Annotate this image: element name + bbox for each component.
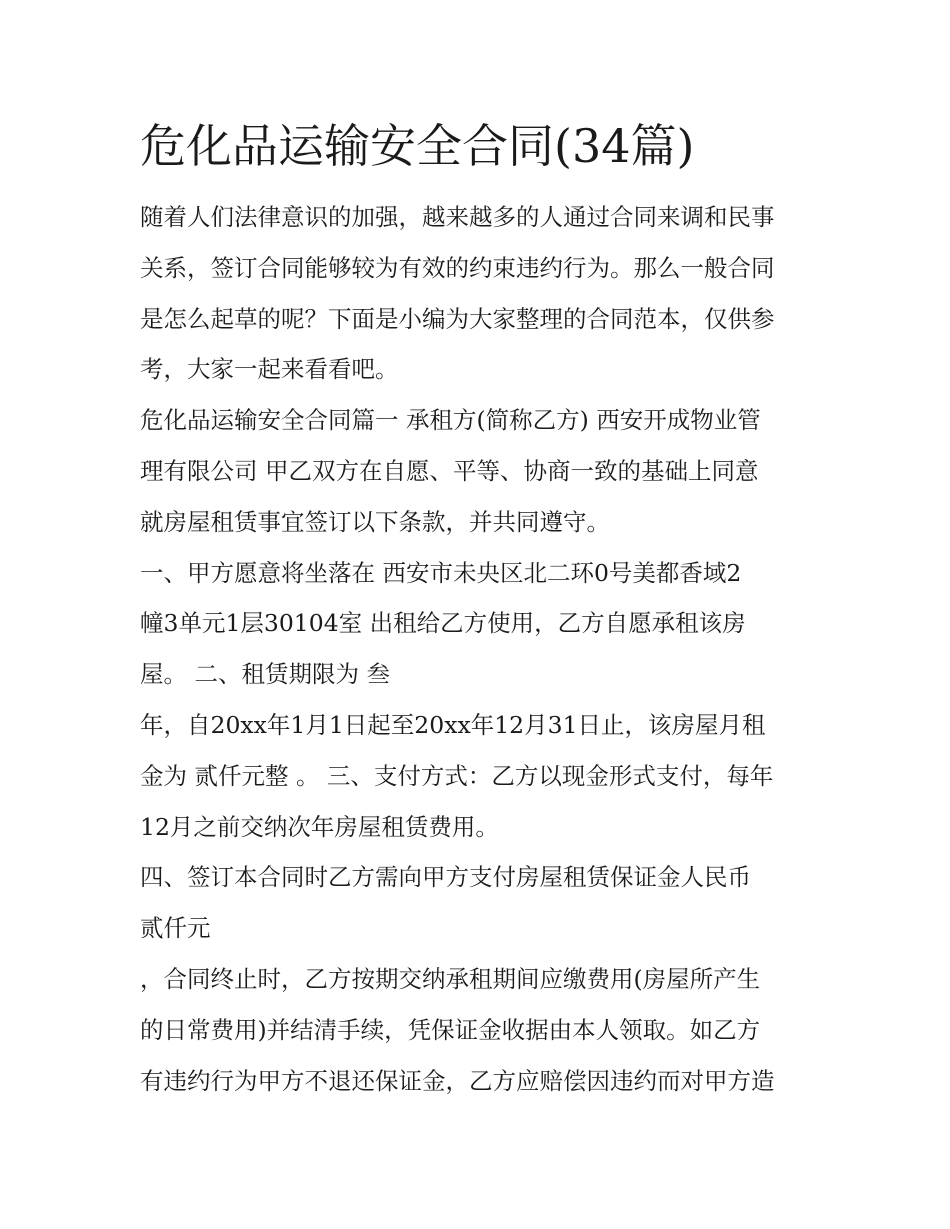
text-line: 考，大家一起来看看吧。 xyxy=(140,355,399,384)
document-body xyxy=(140,192,812,1106)
text-line: 四、签订本合同时乙方需向甲方支付房屋租赁保证金人民币 xyxy=(140,863,751,892)
text-line: 12月之前交纳次年房屋租赁费用。 xyxy=(140,812,499,841)
text-line: 一、甲方愿意将坐落在 西安市未央区北二环0号美都香域2 xyxy=(140,558,742,587)
text-line: 理有限公司 甲乙双方在自愿、平等、协商一致的基础上同意 xyxy=(140,456,759,485)
text-line: 关系，签订合同能够较为有效的约束违约行为。那么一般合同 xyxy=(140,253,775,282)
text-line: 随着人们法律意识的加强，越来越多的人通过合同来调和民事 xyxy=(140,203,775,231)
text-line: 是怎么起草的呢？下面是小编为大家整理的合同范本，仅供参 xyxy=(140,304,775,333)
text-line: 屋。 二、租赁期限为 叁 xyxy=(140,660,390,689)
document-page xyxy=(140,112,812,1106)
text-line: 危化品运输安全合同篇一 承租方(简称乙方) 西安开成物业管 xyxy=(140,406,761,435)
text-line: 就房屋租赁事宜签订以下条款，并共同遵守。 xyxy=(140,507,610,536)
text-line: 幢3单元1层30104室 出租给乙方使用，乙方自愿承租该房 xyxy=(140,609,746,638)
text-line: 金为 贰仟元整 。 三、支付方式：乙方以现金形式支付，每年 xyxy=(140,761,774,790)
text-line: 的日常费用)并结清手续，凭保证金收据由本人领取。如乙方 xyxy=(140,1015,761,1044)
text-line: 贰仟元 xyxy=(140,914,211,943)
text-line: 有违约行为甲方不退还保证金，乙方应赔偿因违约而对甲方造 xyxy=(140,1066,775,1095)
text-line: ，合同终止时，乙方按期交纳承租期间应缴费用(房屋所产生 xyxy=(140,964,761,993)
document-title: 危化品运输安全合同(34篇) xyxy=(140,119,695,173)
text-line: 年，自20xx年1月1日起至20xx年12月31日止，该房屋月租 xyxy=(140,710,766,739)
